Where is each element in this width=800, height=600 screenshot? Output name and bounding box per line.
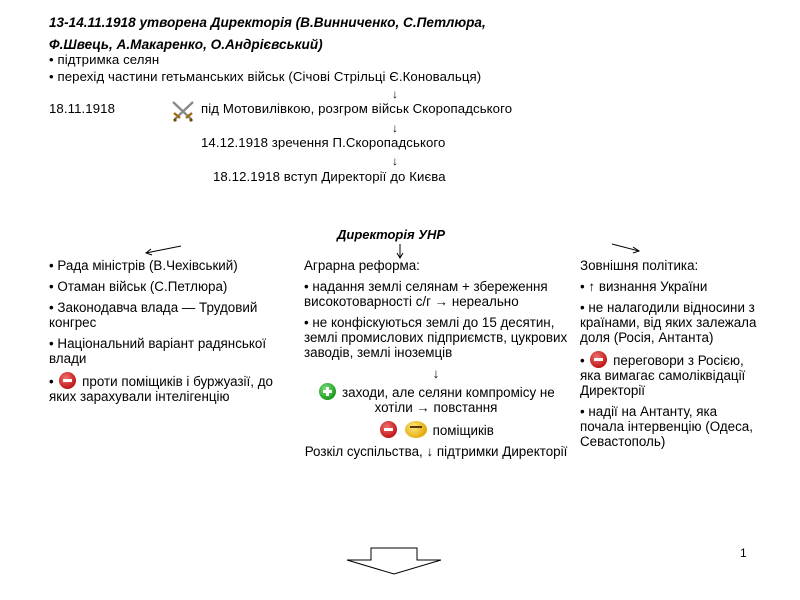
middle-landlords — [304, 421, 568, 438]
big-down-arrow-icon — [344, 546, 444, 576]
middle-plus-item — [304, 383, 568, 415]
right-item-3-text: переговори з Росією, яка вимагає самоліквідації Директорії — [580, 353, 746, 398]
left-item-5 — [49, 372, 274, 404]
left-item-3: • Законодавча влада — Трудовий конгрес — [49, 300, 258, 330]
right-item-3 — [580, 351, 760, 398]
right-column — [580, 258, 760, 455]
foreign-policy-label: Зовнішня політика: — [580, 258, 699, 273]
directory-title: Директорія УНР — [337, 227, 446, 242]
middle-split: Розкіл суспільства, ↓ підтримки Директорії — [304, 444, 568, 459]
middle-arrow: ↓ — [432, 366, 440, 381]
header-bullet-2: • перехід частини гетьманських військ (Січові Стрільці Є.Коновальця) — [49, 69, 482, 84]
header-line-2: Ф.Швець, А.Макаренко, О.Андрієвський) — [49, 37, 323, 52]
page-number: 1 — [740, 546, 747, 560]
left-column — [49, 258, 274, 410]
crossed-swords-icon — [170, 99, 196, 123]
down-arrow-2: ↓ — [392, 121, 398, 135]
left-item-1: • Рада міністрів (В.Чехівський) — [49, 258, 238, 273]
plus-icon — [319, 383, 336, 400]
event-1-date: 18.11.1918 — [49, 101, 116, 116]
minus-icon — [590, 351, 607, 368]
left-item-2: • Отаман військ (С.Петлюра) — [49, 279, 228, 294]
minus-icon — [59, 372, 76, 389]
event-1-text: під Мотовилівкою, розгром військ Скоропадського — [201, 101, 513, 116]
middle-item-1: • надання землі селянам + збереження високотоварності с/г → нереально — [304, 279, 548, 309]
right-item-2: • не налагодили відносини з країнами, від яких залежала доля (Росія, Антанта) — [580, 300, 757, 345]
right-item-3-bullet: • — [580, 353, 585, 368]
middle-column — [304, 258, 568, 465]
agrarian-label: Аграрна реформа: — [304, 258, 420, 273]
middle-item-2: • не конфіскуються землі до 15 десятин, землі промислових підприємств, цукрових заводів, землі іноземців — [304, 315, 568, 360]
header-bullet-1: • підтримка селян — [49, 52, 160, 67]
right-item-4: • надії на Антанту, яка почала інтервенцію (Одеса, Севастополь) — [580, 404, 753, 449]
minus-icon — [380, 421, 397, 438]
left-item-5-text: проти поміщиків і буржуазії, до яких зарахували інтелігенцію — [49, 374, 273, 404]
left-item-5-bullet: • — [49, 374, 54, 389]
smile-icon — [405, 421, 427, 438]
event-2: 14.12.1918 зречення П.Скоропадського — [201, 135, 446, 150]
down-arrow-1: ↓ — [392, 87, 398, 101]
down-arrow-3: ↓ — [392, 154, 398, 168]
header-line-1: 13-14.11.1918 утворена Директорія (В.Винниченко, С.Петлюра, — [49, 15, 486, 30]
event-3: 18.12.1918 вступ Директорії до Києва — [213, 169, 446, 184]
branch-arrows — [136, 238, 656, 260]
middle-landlords-text: поміщиків — [432, 423, 494, 438]
right-item-1: • ↑ визнання України — [580, 279, 708, 294]
left-item-4: • Національний варіант радянської влади — [49, 336, 267, 366]
middle-plus-text: заходи, але селяни компромісу не хотіли → повстання — [341, 385, 555, 415]
